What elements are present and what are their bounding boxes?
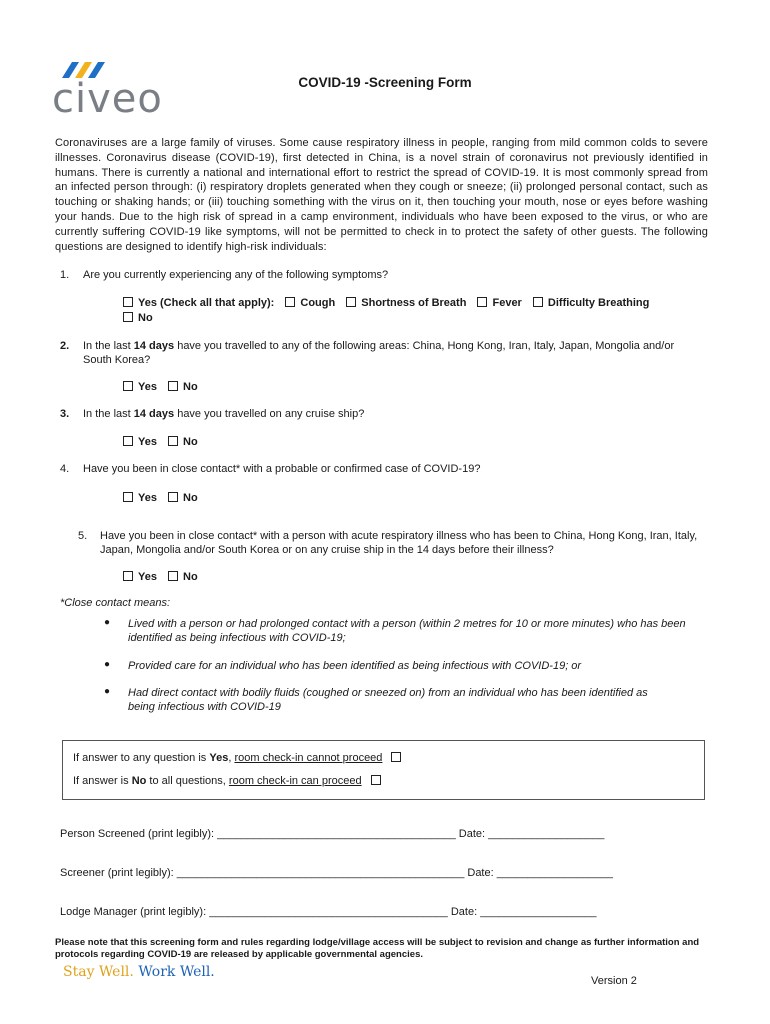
checkbox[interactable]	[168, 492, 178, 502]
screener-field[interactable]: Screener (print legibly): _______________________________________________ Date: ___________________	[60, 867, 613, 879]
close-contact-heading: *Close contact means:	[60, 597, 171, 609]
option-yes-check-all[interactable]: Yes (Check all that apply):	[123, 297, 274, 309]
option-yes[interactable]: Yes	[123, 381, 157, 393]
bullet-icon: ●	[104, 686, 111, 697]
q3-options	[123, 435, 206, 449]
checkbox[interactable]	[123, 297, 133, 307]
intro-paragraph: Coronaviruses are a large family of viruses. Some cause respiratory illness in people, ranging from mild common colds to severe illnesses. Coronavirus disease (COVID-19), first detected in China, is a novel strain of coronavirus not previously identified in humans. There is currently a national and international effort to restrict the spread of COVID-19. It is most commonly spread from an infected person through: (i) respiratory droplets generated when they cough or sneeze; (ii) prolonged personal contact, such as touching or shaking hands; or (iii) touching something with the virus on it, then touching your mouth, nose or eyes before washing your hands. Due to the high risk of spread in a camp environment, individuals who have been exposed to the virus, or who are currently suffering COVID-19 like symptoms, will not be permitted to check in to protect the safety of other guests. The following questions are designed to identify high-risk individuals:	[55, 137, 708, 253]
close-contact-bullet: Had direct contact with bodily fluids (coughed or sneezed on) from an individual who has been identified as being infectious with COVID-19	[128, 687, 648, 713]
checkbox[interactable]	[123, 436, 133, 446]
option-fever[interactable]: Fever	[477, 297, 521, 309]
question-number: 4.	[60, 463, 70, 475]
option-no[interactable]: No	[168, 492, 198, 504]
version-label: Version 2	[591, 975, 637, 987]
question-number: 5.	[78, 530, 88, 542]
question-number: 1.	[60, 269, 70, 281]
tagline-part-2: Work Well.	[133, 964, 215, 980]
checkbox[interactable]	[168, 571, 178, 581]
checkbox[interactable]	[168, 436, 178, 446]
close-contact-bullet: Lived with a person or had prolonged contact with a person (within 2 metres for 10 or more minutes) who has been identified as being infectious with COVID-19;	[128, 618, 686, 644]
checkbox[interactable]	[123, 492, 133, 502]
question-number: 3.	[60, 408, 70, 420]
option-yes[interactable]: Yes	[123, 492, 157, 504]
q5-options	[123, 570, 206, 584]
lodge-manager-field[interactable]: Lodge Manager (print legibly): _______________________________________ Date: ___________________	[60, 906, 597, 918]
option-yes[interactable]: Yes	[123, 571, 157, 583]
option-cough[interactable]: Cough	[285, 297, 335, 309]
page-title: COVID-19 -Screening Form	[298, 75, 472, 90]
logo-word: civeo	[52, 76, 163, 122]
option-difficulty-breathing[interactable]: Difficulty Breathing	[533, 297, 649, 309]
bullet-icon: ●	[104, 617, 111, 628]
tagline-part-1: Stay Well.	[63, 964, 134, 980]
answer-outcome-box	[62, 740, 705, 800]
option-shortness-of-breath[interactable]: Shortness of Breath	[346, 297, 466, 309]
bullet-icon: ●	[104, 659, 111, 670]
person-screened-field[interactable]: Person Screened (print legibly): _______________________________________ Date: ___________________	[60, 828, 605, 840]
question-text: Have you been in close contact* with a probable or confirmed case of COVID-19?	[83, 463, 481, 475]
question-number: 2.	[60, 340, 70, 352]
checkbox[interactable]	[168, 381, 178, 391]
question-text: Are you currently experiencing any of the following symptoms?	[83, 269, 389, 281]
revision-notice: Please note that this screening form and rules regarding lodge/village access will be subject to revision and change as further information and protocols regarding COVID-19 are released by applicable governmental agencies.	[55, 937, 700, 960]
option-no[interactable]: No	[168, 381, 198, 393]
checkbox[interactable]	[123, 571, 133, 581]
outcome-no-line: If answer is No to all questions, room check-in can proceed	[73, 775, 386, 787]
option-no[interactable]: No	[168, 571, 198, 583]
checkbox[interactable]	[477, 297, 487, 307]
option-no[interactable]: No	[168, 436, 198, 448]
checkbox[interactable]	[285, 297, 295, 307]
question-text: In the last 14 days have you travelled to any of the following areas: China, Hong Kong, Iran, Italy, Japan, Mongolia and/or South Korea?	[83, 340, 675, 366]
q1-options-row	[123, 296, 657, 310]
tagline	[63, 964, 215, 980]
q1-options-row-2	[123, 311, 161, 325]
q4-options	[123, 491, 206, 505]
outcome-yes-line: If answer to any question is Yes, room check-in cannot proceed	[73, 752, 406, 764]
option-no[interactable]: No	[123, 312, 153, 324]
checkbox[interactable]	[123, 312, 133, 322]
close-contact-bullet: Provided care for an individual who has been identified as being infectious with COVID-19; or	[128, 660, 582, 672]
checkbox[interactable]	[371, 775, 381, 785]
option-yes[interactable]: Yes	[123, 436, 157, 448]
question-text: In the last 14 days have you travelled on any cruise ship?	[83, 408, 365, 420]
checkbox[interactable]	[123, 381, 133, 391]
question-text: Have you been in close contact* with a person with acute respiratory illness who has been to China, Hong Kong, Iran, Italy, Japan, Mongolia and/or South Korea or on any cruise ship in the 14 days before their illness?	[100, 530, 698, 556]
checkbox[interactable]	[346, 297, 356, 307]
checkbox[interactable]	[533, 297, 543, 307]
checkbox[interactable]	[391, 752, 401, 762]
q2-options	[123, 380, 206, 394]
